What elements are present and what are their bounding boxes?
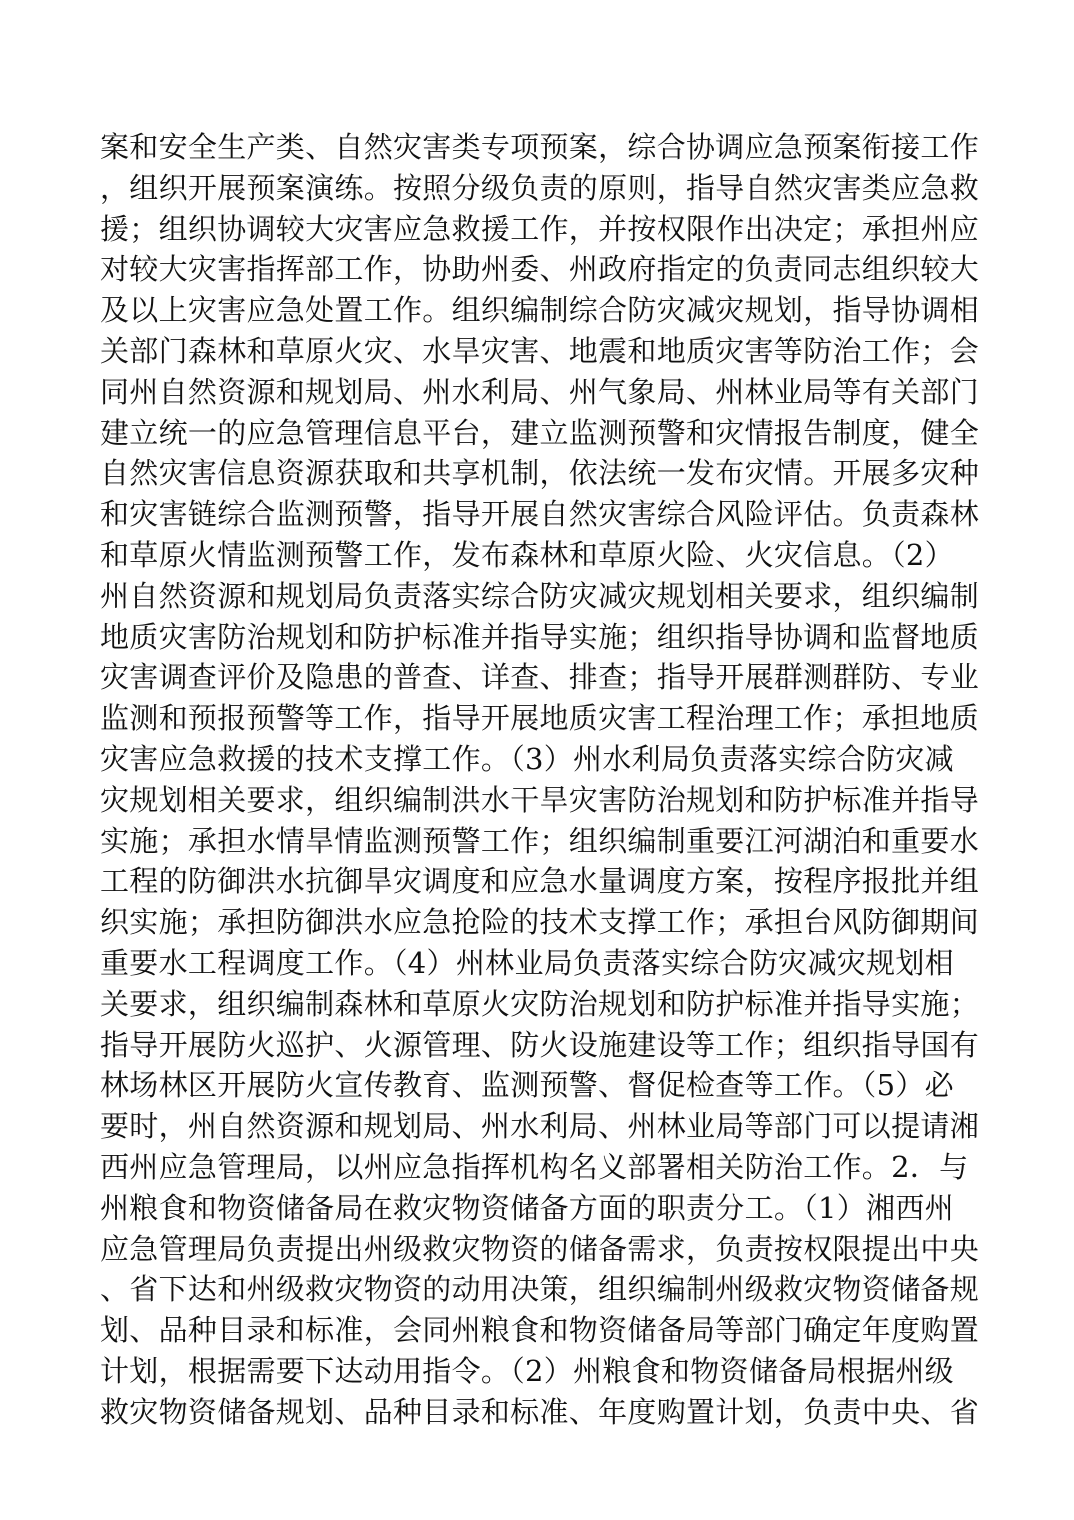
text-line: 自然灾害信息资源获取和共享机制，依法统一发布灾情。开展多灾种 [100,456,980,491]
text-line: 地质灾害防治规划和防护标准并指导实施；组织指导协调和监督地质 [100,619,980,654]
text-line: 建立统一的应急管理信息平台，建立监测预警和灾情报告制度，健全 [100,415,980,450]
body-text [100,127,1000,1433]
text-line: 及以上灾害应急处置工作。组织编制综合防灾减灾规划，指导协调相 [100,293,980,328]
text-line: 、省下达和州级救灾物资的动用决策，组织编制州级救灾物资储备规 [100,1272,980,1307]
text-line: 灾规划相关要求，组织编制洪水干旱灾害防治规划和防护标准并指导 [100,782,980,817]
text-line: 织实施；承担防御洪水应急抢险的技术支撑工作；承担台风防御期间 [100,905,980,940]
text-line: 案和安全生产类、自然灾害类专项预案，综合协调应急预案衔接工作 [100,130,980,164]
text-line: 和灾害链综合监测预警，指导开展自然灾害综合风险评估。负责森林 [100,497,980,532]
text-line: 州粮食和物资储备局在救灾物资储备方面的职责分工。（1）湘西州 [100,1190,954,1225]
text-line: 实施；承担水情旱情监测预警工作；组织编制重要江河湖泊和重要水 [100,823,980,858]
text-line: 对较大灾害指挥部工作，协助州委、州政府指定的负责同志组织较大 [100,252,980,287]
text-line: 灾害应急救援的技术支撑工作。（3）州水利局负责落实综合防灾减 [100,741,954,776]
text-line: 救灾物资储备规划、品种目录和标准、年度购置计划，负责中央、省 [100,1394,980,1429]
text-line: 灾害调查评价及隐患的普查、详查、排查；指导开展群测群防、专业 [100,660,980,695]
text-line: 应急管理局负责提出州级救灾物资的储备需求，负责按权限提出中央 [100,1231,980,1266]
text-line: 重要水工程调度工作。（4）州林业局负责落实综合防灾减灾规划相 [100,945,954,980]
text-line: 工程的防御洪水抗御旱灾调度和应急水量调度方案，按程序报批并组 [100,864,980,899]
text-line: 监测和预报预警等工作，指导开展地质灾害工程治理工作；承担地质 [100,701,980,736]
text-line: 要时，州自然资源和规划局、州水利局、州林业局等部门可以提请湘 [100,1109,980,1144]
text-line: ，组织开展预案演练。按照分级负责的原则，指导自然灾害类应急救 [100,170,980,205]
text-line: 和草原火情监测预警工作，发布森林和草原火险、火灾信息。（2） [100,537,954,572]
text-line: 援；组织协调较大灾害应急救援工作，并按权限作出决定；承担州应 [100,211,980,246]
text-line: 计划，根据需要下达动用指令。（2）州粮食和物资储备局根据州级 [100,1353,954,1388]
text-line: 划、品种目录和标准，会同州粮食和物资储备局等部门确定年度购置 [100,1313,980,1348]
text-line: 关部门森林和草原火灾、水旱灾害、地震和地质灾害等防治工作；会 [100,333,980,368]
text-line: 关要求，组织编制森林和草原火灾防治规划和防护标准并指导实施； [100,986,980,1021]
text-line: 指导开展防火巡护、火源管理、防火设施建设等工作；组织指导国有 [100,1027,980,1062]
text-line: 林场林区开展防火宣传教育、监测预警、督促检查等工作。（5）必 [100,1068,954,1103]
text-line: 西州应急管理局，以州应急指挥机构名义部署相关防治工作。2．与 [100,1149,969,1184]
text-line: 州自然资源和规划局负责落实综合防灾减灾规划相关要求，组织编制 [100,578,980,613]
text-line: 同州自然资源和规划局、州水利局、州气象局、州林业局等有关部门 [100,374,980,409]
